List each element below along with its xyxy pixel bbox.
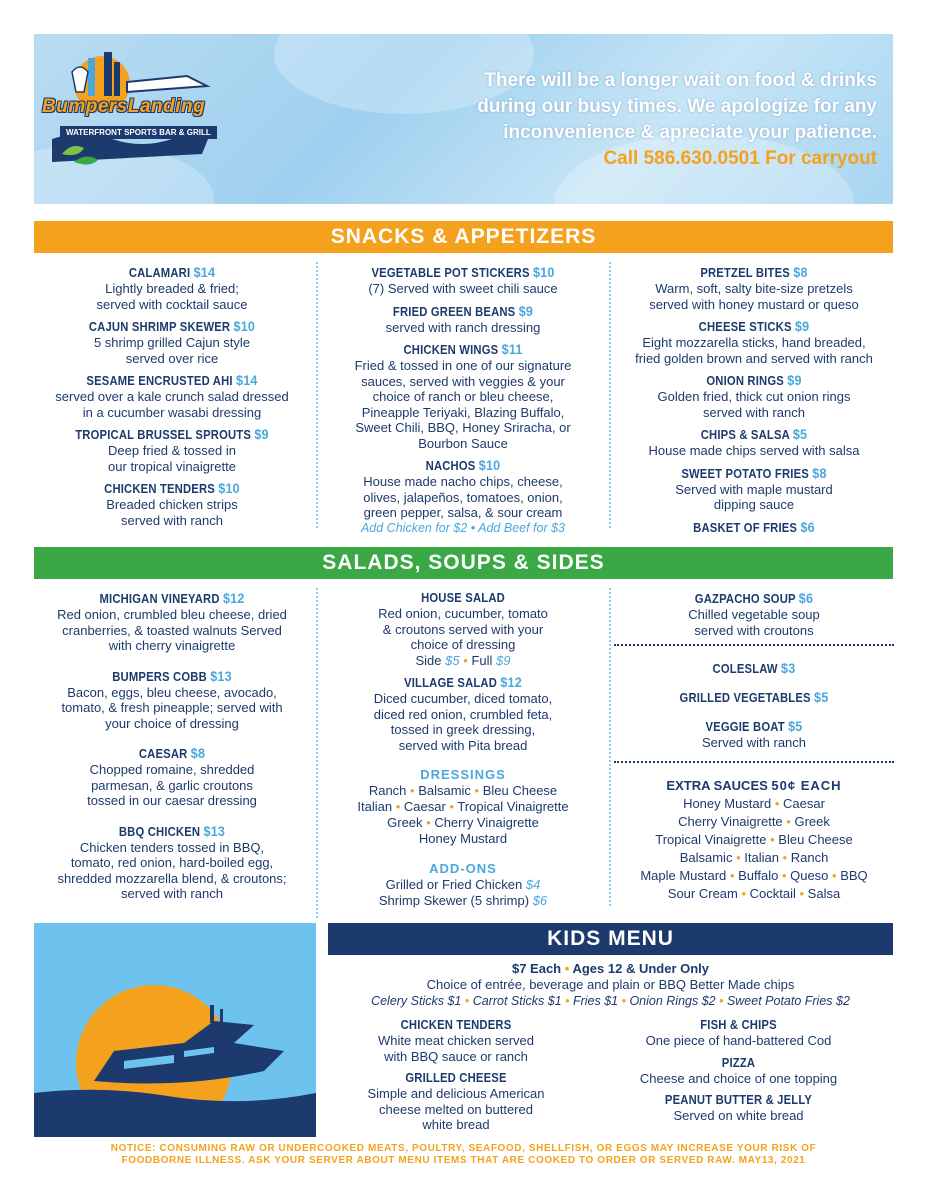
item-name-text: ONION RINGS	[706, 374, 784, 388]
boat-sunset-icon	[34, 923, 316, 1137]
item-desc-line: Bacon, eggs, bleu cheese, avocado,	[67, 684, 277, 700]
menu-item	[614, 718, 894, 751]
kids-price-line: $7 Each • Ages 12 & Under Only	[511, 961, 710, 976]
item-name-text: BASKET OF FRIES	[693, 520, 798, 535]
bullet: •	[406, 783, 419, 798]
menu-item	[322, 590, 604, 668]
kids-column-left	[328, 1017, 584, 1139]
house-salad-sizes	[322, 653, 604, 669]
kids-side: Celery Sticks $1	[371, 994, 462, 1008]
item-name	[48, 668, 296, 685]
wait-notice-line: There will be a longer wait on food & drinks	[484, 70, 877, 91]
item-desc-line: your choice of dressing	[105, 715, 239, 731]
full-price: $9	[496, 652, 511, 668]
item-name	[628, 318, 880, 335]
sauces-list	[614, 795, 894, 903]
addons-heading: ADD-ONS	[429, 861, 497, 876]
item-desc-line: Red onion, cucumber, tomato	[378, 606, 548, 621]
list-entry: Greek	[387, 815, 423, 830]
bullet: •	[470, 783, 483, 798]
side-price: $5	[445, 652, 460, 668]
item-name	[48, 426, 296, 443]
kids-choice-line: Choice of entrée, beverage and plain or BBQ Better Made chips	[426, 977, 795, 992]
item-desc-line: served over rice	[125, 350, 219, 366]
menu-item	[34, 264, 310, 312]
item-desc-line: Chicken tenders tossed in BBQ,	[79, 839, 265, 855]
item-price: $6	[798, 590, 814, 606]
kids-side: Onion Rings $2	[629, 994, 716, 1008]
item-desc-line: tomato, & fresh pineapple; served with	[61, 700, 283, 715]
snacks-column-3	[614, 264, 894, 542]
list-entry: Cherry Vinaigrette	[678, 813, 783, 829]
section-title-salads: SALADS, SOUPS & SIDES	[34, 547, 893, 579]
item-price: $3	[781, 660, 796, 676]
menu-item	[614, 660, 894, 677]
list-entry: Buffalo	[738, 867, 779, 883]
item-desc-line: Cheese and choice of one topping	[639, 1070, 838, 1086]
list-line	[614, 885, 894, 903]
divider	[614, 644, 894, 646]
item-price: $12	[222, 590, 245, 606]
menu-item	[34, 668, 310, 732]
bullet: •	[715, 994, 727, 1008]
salads-column-3	[614, 590, 894, 903]
column-divider	[316, 262, 318, 528]
list-entry: Cocktail	[749, 885, 796, 901]
kids-side: Carrot Sticks $1	[472, 994, 562, 1008]
item-desc-line: cheese melted on buttered	[379, 1101, 533, 1117]
item-desc-line: served over a kale crunch salad dressed	[55, 389, 289, 404]
item-name: GRILLED VEGETABLES $5	[679, 689, 829, 705]
kids-items	[328, 1017, 893, 1139]
item-price: $10	[233, 318, 256, 334]
bullet: •	[795, 885, 808, 901]
item-desc-line: with cherry vinaigrette	[108, 638, 236, 653]
item-price: $14	[236, 372, 258, 388]
header-banner	[34, 34, 893, 204]
list-entry: Honey Mustard	[418, 831, 508, 846]
item-desc-line: Warm, soft, salty bite-size pretzels	[655, 281, 853, 296]
menu-item	[322, 341, 604, 451]
menu-item	[322, 264, 604, 297]
bullet: •	[618, 994, 630, 1008]
item-price: $6	[800, 518, 815, 535]
list-entry: Balsamic	[679, 849, 733, 865]
item-desc-line: House made nacho chips, cheese,	[363, 474, 563, 489]
list-entry: Bleu Cheese	[778, 831, 853, 847]
item-desc-line: choice of dressing	[410, 637, 516, 652]
bullet: •	[766, 831, 779, 847]
item-name: HOUSE SALAD	[421, 591, 505, 605]
item-price: $10	[478, 457, 501, 473]
item-name	[336, 303, 590, 320]
item-price: $9	[254, 426, 269, 442]
list-entry: Bleu Cheese	[482, 783, 558, 798]
list-entry: Tropical Vinaigrette	[457, 799, 569, 814]
item-desc-line: tossed in our caesar dressing	[87, 793, 257, 808]
item-name	[336, 341, 590, 358]
bullet: •	[771, 795, 783, 811]
kids-sides-line	[328, 993, 893, 1009]
item-price: $9	[787, 372, 802, 388]
list-line	[614, 795, 894, 813]
list-entry: Tropical Vinaigrette	[655, 831, 767, 847]
menu-item	[584, 1092, 893, 1124]
list-entry: Caesar	[783, 795, 825, 811]
bullet: •	[732, 849, 745, 865]
item-desc-line: served with ranch dressing	[385, 319, 541, 335]
kids-column-right	[584, 1017, 893, 1139]
food-safety-notice	[34, 1143, 893, 1167]
bullet: •	[782, 813, 795, 829]
item-price: $9	[518, 302, 534, 319]
item-desc-line: Simple and delicious American	[367, 1086, 545, 1101]
list-line	[614, 831, 894, 849]
item-name: COLESLAW $3	[712, 660, 796, 676]
item-name	[48, 480, 296, 497]
item-desc-line: Bourbon Sauce	[418, 435, 508, 451]
menu-item	[328, 1017, 584, 1064]
menu-item	[322, 457, 604, 521]
item-price: $13	[210, 667, 232, 684]
notice-line: NOTICE: CONSUMING RAW OR UNDERCOOKED MEATS, POULTRY, SEAFOOD, SHELLFISH, OR EGGS MAY INCREASE YOUR RISK OF	[110, 1143, 817, 1154]
bullet: •	[463, 652, 468, 668]
item-desc-line: served with croutons	[694, 622, 814, 638]
item-desc-line: served with Pita bread	[398, 737, 528, 753]
item-name-text: VEGETABLE POT STICKERS	[371, 266, 530, 280]
item-desc-line: Served on white bread	[673, 1108, 804, 1123]
list-entry: Caesar	[403, 799, 446, 814]
item-name	[48, 823, 296, 840]
bullet: •	[461, 994, 473, 1008]
full-label: Full	[471, 652, 493, 668]
item-desc-line: served with ranch	[121, 886, 223, 901]
item-name	[48, 264, 296, 281]
menu-item	[328, 1070, 584, 1133]
item-desc-line: white bread	[422, 1117, 490, 1132]
side-label: Side	[415, 652, 442, 668]
item-desc-line: Fried & tossed in one of our signature	[354, 358, 572, 373]
menu-item	[614, 426, 894, 459]
carryout-phone[interactable]: Call 586.630.0501 For carryout	[603, 148, 877, 169]
list-line	[614, 813, 894, 831]
list-line	[322, 831, 604, 847]
item-name-text: BBQ CHICKEN	[118, 824, 201, 839]
item-desc-line: diced red onion, crumbled feta,	[373, 706, 553, 722]
list-line	[614, 867, 894, 885]
menu-item	[584, 1017, 893, 1049]
item-price: $10	[218, 480, 240, 496]
menu-item	[614, 264, 894, 312]
item-desc-line: cranberries, & toasted walnuts Served	[62, 622, 282, 638]
list-entry: Queso	[790, 867, 829, 883]
item-desc-line: Pineapple Teriyaki, Blazing Buffalo,	[361, 404, 565, 420]
item-desc-line: with BBQ sauce or ranch	[384, 1048, 528, 1064]
kids-side: Sweet Potato Fries $2	[726, 994, 850, 1008]
section-title-kids: KIDS MENU	[328, 923, 893, 955]
dressings-list	[322, 783, 604, 847]
bullet: •	[392, 799, 404, 814]
item-desc-line: Deep fried & tossed in	[108, 443, 236, 458]
item-price: $9	[794, 318, 810, 334]
brand-name: BumpersLanding	[42, 96, 206, 117]
item-desc-line: in a cucumber wasabi dressing	[82, 404, 262, 420]
item-name-text: CHIPS & SALSA	[700, 428, 790, 442]
item-price: $8	[793, 264, 808, 280]
item-name-text: SESAME ENCRUSTED AHI	[86, 374, 233, 388]
item-desc-line: (7) Served with sweet chili sauce	[368, 281, 558, 296]
item-desc-line: choice of ranch or bleu cheese,	[372, 389, 554, 404]
item-desc-line: Chopped romaine, shredded	[89, 762, 255, 777]
item-desc-line: 5 shrimp grilled Cajun style	[93, 335, 251, 350]
menu-item	[614, 590, 894, 638]
list-line	[322, 783, 604, 799]
item-desc-line: served with ranch	[121, 512, 223, 528]
item-desc-line: White meat chicken served	[377, 1033, 535, 1048]
item-desc-line: shredded mozzarella blend, & croutons;	[57, 870, 287, 886]
kids-menu-info	[328, 961, 893, 1139]
menu-item	[34, 745, 310, 809]
item-name: VILLAGE SALAD $12	[404, 674, 522, 690]
menu-item	[584, 1055, 893, 1087]
item-price: $5	[788, 718, 803, 734]
item-name: PEANUT BUTTER & JELLY	[664, 1093, 813, 1107]
bullet: •	[445, 799, 458, 814]
list-entry: Maple Mustard	[640, 867, 727, 883]
item-desc-line: served with honey mustard or queso	[649, 296, 859, 312]
brand-tagline: WATERFRONT SPORTS BAR & GRILL	[60, 126, 217, 139]
snacks-column-1	[34, 264, 310, 534]
item-desc-line: Lightly breaded & fried;	[105, 281, 239, 296]
wait-notice	[357, 68, 877, 172]
item-name-text: CAJUN SHRIMP SKEWER	[88, 320, 231, 334]
item-name	[628, 465, 880, 482]
menu-item	[34, 372, 310, 420]
item-name-text: FRIED GREEN BEANS	[392, 304, 516, 319]
item-name	[628, 372, 880, 389]
list-entry: Ranch	[790, 849, 829, 865]
wait-notice-line: during our busy times. We apologize for any	[477, 96, 877, 117]
menu-item	[34, 823, 310, 902]
item-desc-line: parmesan, & garlic croutons	[91, 777, 253, 793]
menu-item	[614, 318, 894, 366]
menu-item	[34, 426, 310, 474]
menu-item	[614, 689, 894, 706]
item-name-text: CHEESE STICKS	[698, 320, 792, 334]
item-name	[48, 590, 296, 607]
item-name: PIZZA	[721, 1055, 756, 1070]
item-name-text: SWEET POTATO FRIES	[681, 466, 809, 481]
item-name	[48, 318, 296, 335]
extra-sauces-heading: EXTRA SAUCES 50¢ EACH	[666, 777, 842, 793]
menu-item	[614, 465, 894, 513]
item-desc-line: served with ranch	[703, 404, 805, 420]
addon-line: Grilled or Fried Chicken $4	[385, 877, 541, 892]
item-name-text: MICHIGAN VINEYARD	[99, 592, 220, 606]
list-entry: Balsamic	[418, 783, 471, 798]
item-desc-line: dipping sauce	[713, 497, 795, 512]
divider	[614, 761, 894, 763]
item-name-text: TROPICAL BRUSSEL SPROUTS	[75, 428, 252, 442]
item-desc-line: sauces, served with veggies & your	[361, 373, 565, 389]
item-desc-line: Diced cucumber, diced tomato,	[373, 691, 553, 706]
item-name-text: BUMPERS COBB	[112, 669, 207, 684]
item-desc-line: Served with maple mustard	[675, 481, 833, 497]
bullet: •	[422, 815, 435, 830]
item-name	[628, 264, 880, 281]
list-entry: Italian	[357, 799, 393, 814]
item-desc-line: Red onion, crumbled bleu cheese, dried	[57, 607, 287, 622]
menu-item	[614, 519, 894, 536]
list-line	[614, 849, 894, 867]
item-desc-line: & croutons served with your	[382, 621, 544, 637]
item-desc-line: tossed in greek dressing,	[390, 722, 536, 737]
kids-side: Fries $1	[572, 994, 619, 1008]
item-name: FISH & CHIPS	[700, 1018, 777, 1032]
addon-line: Shrimp Skewer (5 shrimp) $6	[378, 893, 548, 908]
list-entry: Greek	[794, 813, 830, 829]
list-entry: Salsa	[807, 885, 841, 901]
item-name: CHICKEN TENDERS	[400, 1018, 512, 1032]
menu-item	[34, 480, 310, 528]
menu-item	[614, 372, 894, 420]
dressings-heading: DRESSINGS	[420, 767, 506, 782]
item-desc-line: Golden fried, thick cut onion rings	[657, 389, 851, 404]
item-price: $5	[814, 689, 829, 705]
item-desc-line: House made chips served with salsa	[648, 443, 860, 458]
item-name	[628, 426, 880, 443]
section-title-snacks: SNACKS & APPETIZERS	[34, 221, 893, 253]
item-name: VEGGIE BOAT $5	[705, 718, 803, 734]
item-name	[336, 264, 590, 281]
menu-item	[34, 590, 310, 654]
bullet: •	[828, 867, 841, 883]
list-line	[322, 799, 604, 815]
bullet: •	[778, 849, 791, 865]
item-name-text: NACHOS	[425, 459, 476, 473]
notice-line: FOODBORNE ILLNESS. ASK YOUR SERVER ABOUT MENU ITEMS THAT ARE COOKED TO ORDER OR SERVED RAW. MAY13, 2021	[121, 1155, 806, 1166]
item-name-text: CHICKEN WINGS	[403, 343, 499, 357]
menu-item	[322, 674, 604, 753]
item-price: $13	[203, 822, 226, 839]
item-price: $12	[500, 674, 522, 690]
wait-notice-line: inconvenience & apreciate your patience.	[503, 122, 877, 143]
item-desc-line: One piece of hand-battered Cod	[645, 1033, 832, 1048]
item-desc-line: olives, jalapeños, tomatoes, onion,	[363, 489, 563, 505]
item-price: $5	[792, 426, 808, 442]
item-price: $8	[812, 464, 827, 481]
item-name-text: CAESAR	[138, 747, 188, 761]
item-desc-line: Eight mozzarella sticks, hand breaded,	[642, 335, 866, 350]
column-divider	[609, 588, 611, 906]
item-desc-line: Sweet Chili, BBQ, Honey Sriracha, or	[355, 420, 571, 435]
item-price: $11	[501, 341, 523, 357]
item-name-text: PRETZEL BITES	[700, 266, 790, 280]
item-desc-line: served with cocktail sauce	[96, 296, 248, 312]
snacks-column-2	[322, 264, 604, 536]
item-name: GAZPACHO SOUP $6	[694, 590, 814, 606]
item-price: $8	[190, 745, 206, 761]
item-price: $14	[193, 264, 216, 280]
item-desc-line: Served with ranch	[701, 735, 807, 750]
list-entry: Ranch	[368, 783, 407, 798]
boat-sunset-image	[34, 923, 316, 1137]
list-entry: BBQ	[840, 867, 868, 883]
list-entry: Sour Cream	[667, 885, 738, 901]
item-desc-line: green pepper, salsa, & sour cream	[363, 505, 563, 520]
list-entry: Italian	[744, 849, 779, 865]
item-name	[48, 745, 296, 762]
list-entry: Cherry Vinaigrette	[434, 815, 539, 830]
item-desc-line: tomato, red onion, hard-boiled egg,	[70, 855, 274, 870]
salads-column-1	[34, 590, 310, 916]
item-desc-line: Chilled vegetable soup	[688, 607, 820, 622]
item-desc-line: fried golden brown and served with ranch	[635, 350, 873, 366]
menu-item	[34, 318, 310, 366]
list-entry: Honey Mustard	[683, 795, 772, 811]
salads-column-2	[322, 590, 604, 909]
nachos-addon: Add Chicken for $2 • Add Beef for $3	[360, 520, 566, 535]
item-price: $10	[532, 264, 555, 280]
column-divider	[609, 262, 611, 528]
item-desc-line: Breaded chicken strips	[106, 497, 238, 512]
item-name	[48, 372, 296, 389]
bumpers-landing-logo	[42, 44, 232, 174]
bullet: •	[737, 885, 750, 901]
item-name	[336, 457, 590, 474]
item-name	[628, 519, 880, 536]
list-line	[322, 815, 604, 831]
item-desc-line: our tropical vinaigrette	[108, 458, 236, 474]
item-name: GRILLED CHEESE	[405, 1071, 507, 1085]
bullet: •	[778, 867, 791, 883]
item-name-text: CHICKEN TENDERS	[104, 482, 215, 496]
column-divider	[316, 588, 318, 918]
menu-item	[322, 303, 604, 336]
bullet: •	[726, 867, 739, 883]
item-name-text: CALAMARI	[128, 266, 191, 280]
bullet: •	[561, 994, 573, 1008]
